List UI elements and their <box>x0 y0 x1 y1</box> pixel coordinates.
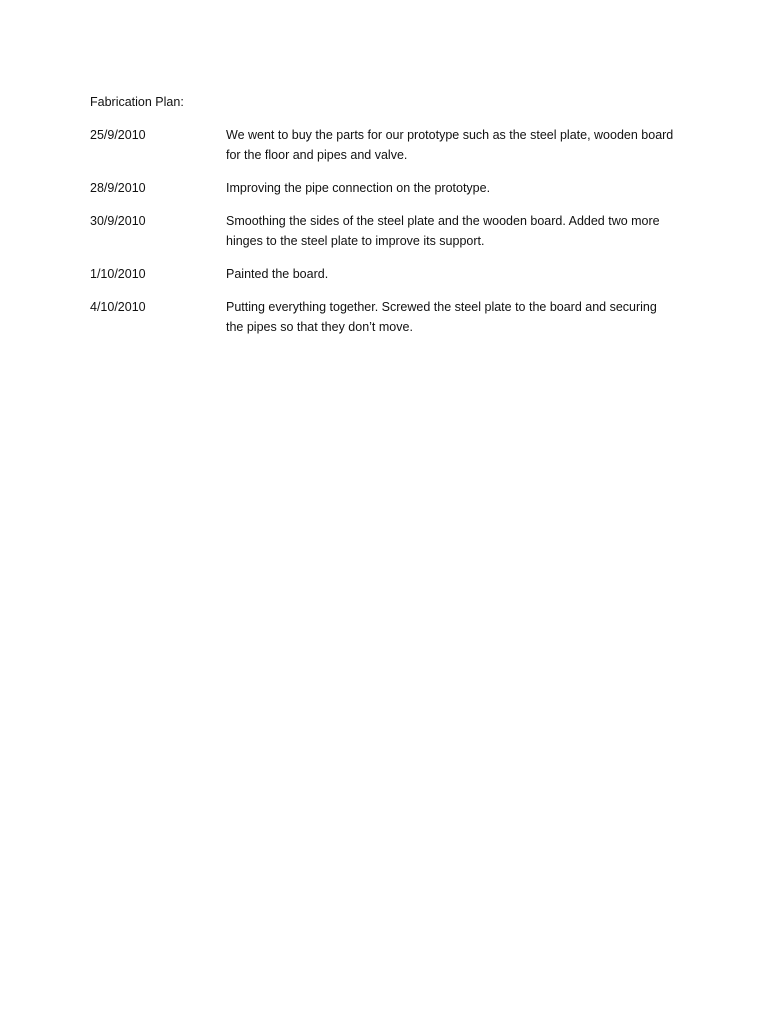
entry-description: Smoothing the sides of the steel plate and the wooden board. Added two more hinges to the steel plate to improve its support. <box>226 214 660 248</box>
entry-description: Painted the board. <box>226 267 329 281</box>
entry-date: 25/9/2010 <box>90 128 146 142</box>
entry-date: 28/9/2010 <box>90 181 146 195</box>
plan-entry <box>90 297 690 337</box>
plan-entry <box>90 264 690 284</box>
entry-description: Improving the pipe connection on the prototype. <box>226 181 491 195</box>
entry-date: 1/10/2010 <box>90 267 146 281</box>
fabrication-plan <box>90 92 690 350</box>
entry-description: We went to buy the parts for our prototype such as the steel plate, wooden board for the floor and pipes and valve. <box>226 128 674 162</box>
entry-date: 4/10/2010 <box>90 300 146 314</box>
plan-entry <box>90 178 690 198</box>
plan-entry <box>90 211 690 251</box>
document-title: Fabrication Plan: <box>90 95 184 109</box>
entry-description: Putting everything together. Screwed the steel plate to the board and securing the pipes so that they don’t move. <box>226 300 657 334</box>
entry-date: 30/9/2010 <box>90 214 146 228</box>
plan-entry <box>90 125 690 165</box>
